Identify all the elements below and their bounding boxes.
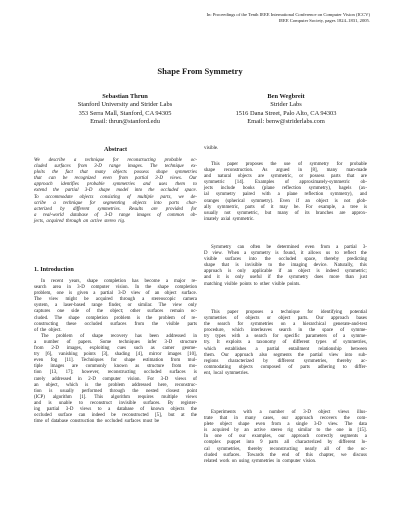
text-line: tion is usually performed through the nested closest point <box>34 388 197 394</box>
text-line: try [6], vanishing points [3], shading [4], mirror images [10], <box>34 352 197 358</box>
text-line: scribe a technique for segmenting objects into parts char- <box>34 200 197 206</box>
text-line: cal symmetries, thereby reconstructing nearly all of the oc- <box>204 446 367 452</box>
right-column-paragraph <box>204 310 367 377</box>
text-line: Experiments with a number of 3-D object views illus- <box>211 410 367 415</box>
text-line: the search for symmetries on a hierarchical generate-and-test <box>204 322 367 328</box>
text-line: ent, local symmetries. <box>204 370 249 376</box>
text-line: a real-world database of 3-D range images of common ob- <box>34 212 197 218</box>
text-line: To accommodate objects consisting of multiple parts, we de- <box>34 194 197 200</box>
right-column-paragraph <box>204 410 367 465</box>
text-line: time of database construction the occluded surfaces must be <box>34 419 160 425</box>
right-column-paragraph <box>204 162 367 223</box>
text-line: search area in 3-D computer vision. In the shape completion <box>34 285 197 291</box>
text-line: which establishes a partial entailment relationship between <box>204 346 367 352</box>
text-line: an object, which is the problem addressed here, reconstruc- <box>34 382 197 388</box>
text-line: regions characterized by different symmetries, thereby ac- <box>204 358 367 364</box>
author-block-thrun <box>40 93 210 127</box>
text-line: system, a laser-based range finder, or similar. The view only <box>34 303 197 309</box>
author-email: Email: benw@striderlabs.com <box>247 118 325 126</box>
text-line: Symmetry can often be determined even from a partial 3- <box>211 245 367 250</box>
text-line: This paper proposes a technique for identifying potential <box>211 310 367 315</box>
text-line: We describe a technique for reconstructing probable oc- <box>34 158 197 163</box>
text-line: is acquired by an active stereo rig similar to the one in [15]. <box>204 428 367 434</box>
text-line: procedure, which interleaves search in the space of symme- <box>204 328 367 334</box>
text-line: jects, acquired through an active stereo rig. <box>34 218 126 224</box>
text-line: and is unable to reconstruct invisible surfaces. By register- <box>34 400 197 406</box>
text-line: constructing these occluded surfaces from the visible parts <box>34 321 197 327</box>
text-line: occluded surface can indeed be reconstructed [5], but at the <box>34 413 197 419</box>
text-line: visible. <box>204 146 219 151</box>
text-line: The view might be acquired through a stereoscopic camera <box>34 297 197 303</box>
text-line: plete object shape even from a single 3-D view. The data <box>204 422 367 428</box>
citation-header <box>100 12 370 24</box>
text-line: shape reconstruction. As argued in [8], many man-made <box>204 168 367 174</box>
text-line: problem, one is given a partial 3-D view of an object surface. <box>34 291 197 297</box>
text-line: even fog [11]. Techniques for shape estimation from mul- <box>34 358 197 364</box>
author-affiliation: Stanford University and Strider Labs <box>77 101 173 109</box>
text-line: related work on using symmetries in computer vision. <box>204 458 317 464</box>
text-line: of the object. <box>34 327 62 333</box>
text-line: In recent years, shape completion has become a major re- <box>41 279 197 284</box>
text-line: and it is only useful if the symmetry does more than just <box>204 275 367 281</box>
intro-paragraph <box>34 279 197 334</box>
introduction-body <box>34 279 197 425</box>
text-line: cluded. The shape completion problem is the problem of re- <box>34 315 197 321</box>
text-line: ploits the fact that many objects possess shape symmetries <box>34 170 197 176</box>
text-line: The problem of shape recovery has been addressed in <box>41 333 197 339</box>
text-line: This paper proposes the use of symmetry for probable <box>211 162 367 167</box>
text-line: captures one side of the object; other surfaces remain oc- <box>34 309 197 315</box>
citation-line: In: Proceedings of the Tenth IEEE International Conference on Computer Vision (ICCV) <box>206 12 370 17</box>
text-line: D view. When a symmetry is found, it allows us to reflect the <box>204 251 367 257</box>
text-line: acterized by different symmetries. Results are provided for <box>34 206 197 212</box>
text-line: complex puppet into 9 parts all characterized by different lo- <box>204 440 367 446</box>
text-line: oranges (spherical symmetry). Even if an object is not glob- <box>204 198 367 204</box>
text-line: visible surfaces into the occluded space, thereby predicting <box>204 257 367 263</box>
author-address: 1516 Dana Street, Palo Alto, CA 94303 <box>235 109 337 117</box>
author-block-wegbreit <box>198 93 374 127</box>
author-name: Ben Wegbreit <box>267 93 305 100</box>
text-line: ial symmetry paired with a plane reflection symmetry), and <box>204 192 367 198</box>
intro-paragraph <box>34 334 197 425</box>
text-line: trate that in many cases, our approach recovers the com- <box>204 416 367 422</box>
author-address: 353 Serra Mall, Stanford, CA 94305 <box>78 109 172 117</box>
text-line: tion [13, 17]; however, reconstructing occluded surfaces is <box>34 370 197 376</box>
text-line: shape that is invisible to the imaging device. Naturally, this <box>204 263 367 269</box>
text-line: a number of papers. Some techniques infer 3-D structure <box>34 339 197 345</box>
text-line: symmetries of objects or object parts. Our approach bases <box>204 316 367 322</box>
text-line: ing partial 3-D views to a database of known objects the <box>34 406 197 412</box>
text-line: cluded surfaces. Towards the end of this chapter, we discuss <box>204 452 367 458</box>
text-line: and natural objects are symmetric, or possess parts that are <box>204 174 367 180</box>
text-line: ally symmetric, parts of it may be. For example, a tree is <box>204 204 367 210</box>
text-line: jects include books (plane reflection symmetry), bagels (ax- <box>204 186 367 192</box>
text-line: try types with a search for specific parameters of a symme- <box>204 334 367 340</box>
text-line: tiple images are commonly known as structure from mo- <box>34 364 197 370</box>
text-line: In one of our examples, our approach correctly segments a <box>204 434 367 440</box>
text-line: them. Our approach also segments the partial view into sub- <box>204 352 367 358</box>
text-line: approach is only applicable if an object is indeed symmetric; <box>204 269 367 275</box>
abstract-heading: Abstract <box>103 146 128 153</box>
author-affiliation: Strider Labs <box>270 101 302 109</box>
citation-line: IEEE Computer Society, pages 1824–1831, 2005. <box>278 17 370 23</box>
text-line: from 2-D images, exploiting cues such as camer geome- <box>34 346 197 352</box>
right-column-paragraph <box>204 146 367 152</box>
text-line: approach identifies probable symmetries and uses them to <box>34 182 197 188</box>
text-line: try. It exploits a taxonomy of different types of symmetries, <box>204 340 367 346</box>
text-line: symmetric [14]. Examples of approximately-symmetric ob- <box>204 180 367 186</box>
text-line: (ICP) algorithm [1]. This algorithm requires multiple views <box>34 394 197 400</box>
right-column-paragraph <box>204 245 367 288</box>
author-email: Email: thrun@stanford.edu <box>90 118 160 126</box>
text-line: commodating objects composed of parts adhering to differ- <box>204 364 367 370</box>
paper-title: Shape From Symmetry <box>157 66 243 76</box>
text-line: imately axial symmetric. <box>204 216 255 222</box>
text-line: usually not symmetric, but many of its branches are approx- <box>204 210 367 216</box>
abstract-body <box>34 158 197 225</box>
text-line: that can be recognized even from partial 3-D views. Our <box>34 176 197 182</box>
text-line: extend the partial 3-D shape model into the occluded space. <box>34 188 197 194</box>
introduction-heading: 1. Introduction <box>34 266 74 273</box>
text-line: rarely addressed in 2-D computer vision. For 3-D views of <box>34 376 197 382</box>
text-line: matching visible points to other visible points. <box>204 281 301 287</box>
text-line: cluded surfaces from 3-D range images. The technique ex- <box>34 164 197 170</box>
author-name: Sebastian Thrun <box>102 93 148 100</box>
